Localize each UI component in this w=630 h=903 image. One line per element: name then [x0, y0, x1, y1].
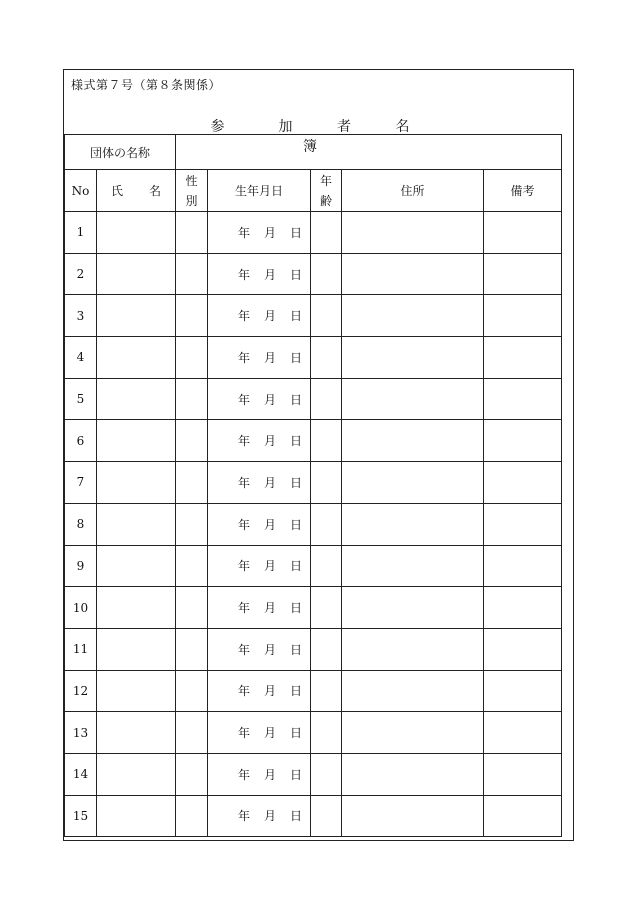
age-cell[interactable] [311, 670, 342, 712]
address-cell[interactable] [342, 712, 484, 754]
month-unit: 月 [263, 225, 276, 240]
remarks-cell[interactable] [484, 795, 562, 837]
birthdate-cell[interactable] [208, 670, 311, 712]
table-row [65, 295, 562, 337]
header-age [311, 170, 342, 212]
month-unit: 月 [263, 350, 276, 365]
day-unit: 日 [290, 726, 303, 741]
month-unit: 月 [263, 601, 276, 616]
table-row [65, 253, 562, 295]
month-unit: 月 [263, 559, 276, 574]
year-unit: 年 [237, 475, 250, 490]
remarks-cell[interactable] [484, 503, 562, 545]
day-unit: 日 [290, 601, 303, 616]
age-cell[interactable] [311, 712, 342, 754]
month-unit: 月 [263, 767, 276, 782]
address-cell[interactable] [342, 795, 484, 837]
birthdate-cell[interactable] [208, 628, 311, 670]
year-unit: 年 [237, 684, 250, 699]
day-unit: 日 [290, 642, 303, 657]
year-unit: 年 [237, 225, 250, 240]
header-address: 住所 [342, 170, 484, 212]
name-cell[interactable] [97, 503, 176, 545]
birthdate-cell[interactable] [208, 462, 311, 504]
remarks-cell[interactable] [484, 253, 562, 295]
age-cell[interactable] [311, 253, 342, 295]
sex-cell[interactable] [176, 712, 208, 754]
year-unit: 年 [237, 726, 250, 741]
month-unit: 月 [263, 642, 276, 657]
remarks-cell[interactable] [484, 212, 562, 254]
row-number: 7 [65, 462, 97, 504]
table-row [65, 462, 562, 504]
document-title: 参 加 者 名 簿 [210, 119, 430, 155]
row-number: 8 [65, 503, 97, 545]
sex-cell[interactable] [176, 212, 208, 254]
birthdate-cell[interactable] [208, 253, 311, 295]
remarks-cell[interactable] [484, 670, 562, 712]
month-unit: 月 [263, 434, 276, 449]
table-row [65, 628, 562, 670]
name-cell[interactable] [97, 753, 176, 795]
birthdate-cell[interactable] [208, 378, 311, 420]
sex-cell[interactable] [176, 295, 208, 337]
birthdate-cell[interactable] [208, 587, 311, 629]
table-row [65, 378, 562, 420]
header-sex-part2: 別 [185, 193, 198, 208]
day-unit: 日 [290, 767, 303, 782]
birthdate-cell[interactable] [208, 212, 311, 254]
address-cell[interactable] [342, 462, 484, 504]
day-unit: 日 [290, 684, 303, 699]
day-unit: 日 [290, 309, 303, 324]
name-cell[interactable] [97, 587, 176, 629]
table-row [65, 587, 562, 629]
age-cell[interactable] [311, 628, 342, 670]
row-number: 4 [65, 337, 97, 379]
age-cell[interactable] [311, 545, 342, 587]
roster-body [65, 212, 562, 837]
birthdate-cell[interactable] [208, 712, 311, 754]
sex-cell[interactable] [176, 337, 208, 379]
remarks-cell[interactable] [484, 753, 562, 795]
address-cell[interactable] [342, 587, 484, 629]
year-unit: 年 [237, 434, 250, 449]
sex-cell[interactable] [176, 420, 208, 462]
birthdate-cell[interactable] [208, 420, 311, 462]
table-row [65, 503, 562, 545]
day-unit: 日 [290, 434, 303, 449]
address-cell[interactable] [342, 670, 484, 712]
age-cell[interactable] [311, 295, 342, 337]
table-row [65, 795, 562, 837]
remarks-cell[interactable] [484, 587, 562, 629]
year-unit: 年 [237, 267, 250, 282]
day-unit: 日 [290, 809, 303, 824]
sex-cell[interactable] [176, 670, 208, 712]
year-unit: 年 [237, 517, 250, 532]
birthdate-cell[interactable] [208, 337, 311, 379]
age-cell[interactable] [311, 212, 342, 254]
month-unit: 月 [263, 726, 276, 741]
day-unit: 日 [290, 517, 303, 532]
sex-cell[interactable] [176, 753, 208, 795]
row-number: 3 [65, 295, 97, 337]
address-cell[interactable] [342, 378, 484, 420]
age-cell[interactable] [311, 462, 342, 504]
name-cell[interactable] [97, 212, 176, 254]
year-unit: 年 [237, 309, 250, 324]
month-unit: 月 [263, 267, 276, 282]
name-cell[interactable] [97, 462, 176, 504]
year-unit: 年 [237, 392, 250, 407]
address-cell[interactable] [342, 212, 484, 254]
table-row [65, 753, 562, 795]
address-cell[interactable] [342, 628, 484, 670]
sex-cell[interactable] [176, 378, 208, 420]
name-cell[interactable] [97, 378, 176, 420]
remarks-cell[interactable] [484, 712, 562, 754]
month-unit: 月 [263, 809, 276, 824]
day-unit: 日 [290, 350, 303, 365]
header-sex [176, 170, 208, 212]
birthdate-cell[interactable] [208, 295, 311, 337]
name-cell[interactable] [97, 253, 176, 295]
year-unit: 年 [237, 767, 250, 782]
header-remarks: 備考 [484, 170, 562, 212]
organization-label: 団体の名称 [65, 135, 176, 170]
month-unit: 月 [263, 517, 276, 532]
age-cell[interactable] [311, 378, 342, 420]
header-name-part1: 氏 [110, 183, 123, 198]
form-number-label: 様式第７号（第８条関係） [71, 78, 222, 92]
sex-cell[interactable] [176, 462, 208, 504]
sex-cell[interactable] [176, 587, 208, 629]
header-no: No [65, 170, 97, 212]
row-number: 11 [65, 628, 97, 670]
table-row [65, 420, 562, 462]
month-unit: 月 [263, 392, 276, 407]
address-cell[interactable] [342, 753, 484, 795]
header-name-part2: 名 [149, 183, 162, 198]
birthdate-cell[interactable] [208, 545, 311, 587]
table-row [65, 545, 562, 587]
year-unit: 年 [237, 350, 250, 365]
year-unit: 年 [237, 601, 250, 616]
age-cell[interactable] [311, 503, 342, 545]
age-cell[interactable] [311, 337, 342, 379]
address-cell[interactable] [342, 295, 484, 337]
remarks-cell[interactable] [484, 545, 562, 587]
year-unit: 年 [237, 809, 250, 824]
name-cell[interactable] [97, 420, 176, 462]
age-cell[interactable] [311, 795, 342, 837]
row-number: 6 [65, 420, 97, 462]
sex-cell[interactable] [176, 503, 208, 545]
table-row [65, 212, 562, 254]
remarks-cell[interactable] [484, 295, 562, 337]
header-sex-part1: 性 [185, 173, 198, 188]
remarks-cell[interactable] [484, 420, 562, 462]
birthdate-cell[interactable] [208, 795, 311, 837]
table-row [65, 337, 562, 379]
sex-cell[interactable] [176, 795, 208, 837]
age-cell[interactable] [311, 753, 342, 795]
organization-name-field[interactable] [176, 135, 562, 170]
row-number: 14 [65, 753, 97, 795]
row-number: 5 [65, 378, 97, 420]
remarks-cell[interactable] [484, 462, 562, 504]
table-row [65, 670, 562, 712]
row-number: 12 [65, 670, 97, 712]
month-unit: 月 [263, 309, 276, 324]
name-cell[interactable] [97, 795, 176, 837]
row-number: 2 [65, 253, 97, 295]
row-number: 1 [65, 212, 97, 254]
year-unit: 年 [237, 642, 250, 657]
address-cell[interactable] [342, 545, 484, 587]
remarks-cell[interactable] [484, 628, 562, 670]
birthdate-cell[interactable] [208, 503, 311, 545]
header-birthdate: 生年月日 [208, 170, 311, 212]
row-number: 15 [65, 795, 97, 837]
birthdate-cell[interactable] [208, 753, 311, 795]
day-unit: 日 [290, 267, 303, 282]
sex-cell[interactable] [176, 628, 208, 670]
row-number: 9 [65, 545, 97, 587]
age-cell[interactable] [311, 420, 342, 462]
day-unit: 日 [290, 392, 303, 407]
month-unit: 月 [263, 684, 276, 699]
row-number: 13 [65, 712, 97, 754]
day-unit: 日 [290, 225, 303, 240]
participant-roster-table [64, 134, 562, 837]
address-cell[interactable] [342, 253, 484, 295]
remarks-cell[interactable] [484, 378, 562, 420]
row-number: 10 [65, 587, 97, 629]
year-unit: 年 [237, 559, 250, 574]
header-age-part2: 齢 [320, 193, 333, 208]
address-cell[interactable] [342, 337, 484, 379]
sex-cell[interactable] [176, 253, 208, 295]
name-cell[interactable] [97, 712, 176, 754]
age-cell[interactable] [311, 587, 342, 629]
name-cell[interactable] [97, 670, 176, 712]
address-cell[interactable] [342, 420, 484, 462]
name-cell[interactable] [97, 545, 176, 587]
table-row [65, 712, 562, 754]
organization-row [65, 135, 562, 170]
sex-cell[interactable] [176, 545, 208, 587]
day-unit: 日 [290, 475, 303, 490]
header-row [65, 170, 562, 212]
day-unit: 日 [290, 559, 303, 574]
month-unit: 月 [263, 475, 276, 490]
name-cell[interactable] [97, 337, 176, 379]
header-age-part1: 年 [320, 173, 333, 188]
name-cell[interactable] [97, 295, 176, 337]
address-cell[interactable] [342, 503, 484, 545]
remarks-cell[interactable] [484, 337, 562, 379]
name-cell[interactable] [97, 628, 176, 670]
header-name [97, 170, 176, 212]
